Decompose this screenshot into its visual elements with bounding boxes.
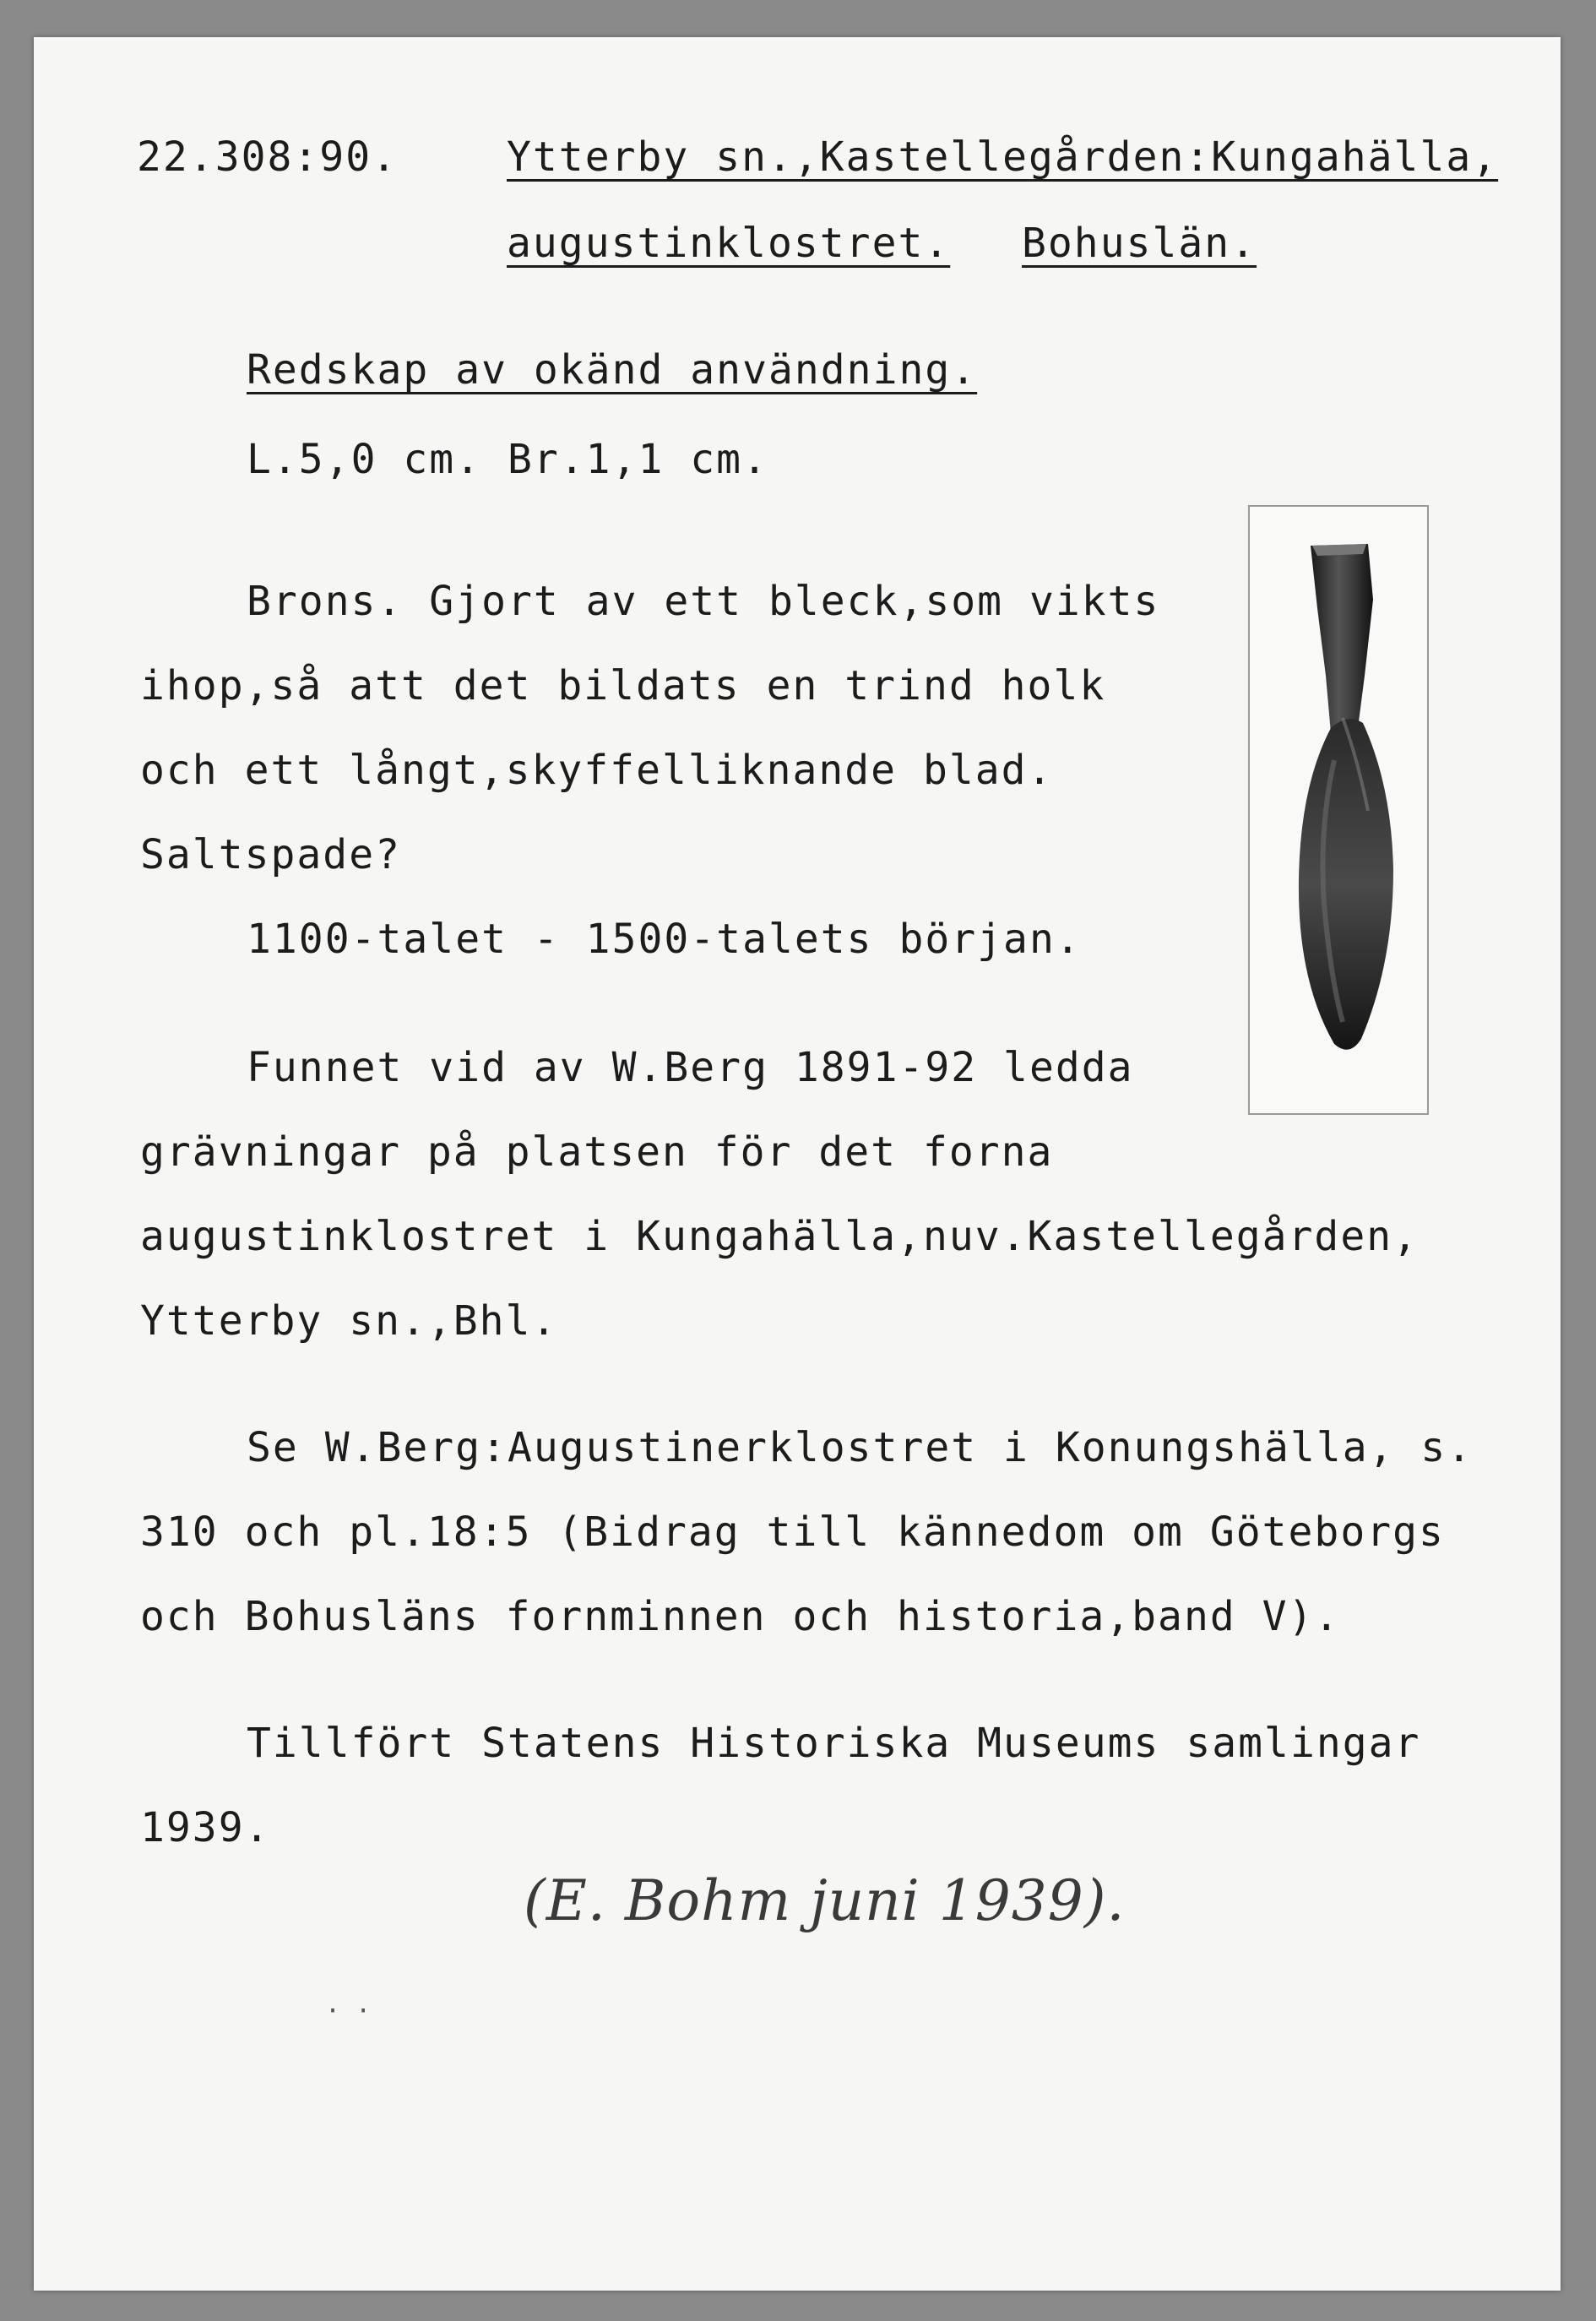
reference-line-3: och Bohusläns fornminnen och historia,band V). bbox=[140, 1593, 1341, 1640]
find-context-line-4: Ytterby sn.,Bhl. bbox=[140, 1297, 558, 1345]
reference-line-1: Se W.Berg:Augustinerklostret i Konungshälla, s. bbox=[247, 1424, 1474, 1471]
accession-line-1: Tillfört Statens Historiska Museums samlingar bbox=[247, 1720, 1421, 1767]
reference-line-2: 310 och pl.18:5 (Bidrag till kännedom om Göteborgs bbox=[140, 1508, 1445, 1556]
object-title: Redskap av okänd användning. bbox=[247, 346, 978, 394]
handwritten-signature: (E. Bohm juni 1939). bbox=[524, 1868, 1126, 1933]
location-line-2b: Bohuslän. bbox=[1022, 220, 1257, 267]
location-line-1: Ytterby sn.,Kastellegården:Kungahälla, bbox=[507, 133, 1499, 181]
accession-line-2: 1939. bbox=[140, 1804, 271, 1851]
bronze-salt-spoon-image bbox=[1250, 507, 1427, 1113]
catalog-number: 22.308:90. bbox=[137, 133, 398, 181]
stray-marks: · · bbox=[325, 1997, 372, 2026]
artifact-photo bbox=[1248, 505, 1429, 1115]
find-context-line-2: grävningar på platsen för det forna bbox=[140, 1128, 1054, 1176]
find-context-line-3: augustinklostret i Kungahälla,nuv.Kastellegården, bbox=[140, 1213, 1420, 1260]
dimensions: L.5,0 cm. Br.1,1 cm. bbox=[247, 436, 768, 483]
description-line-2: ihop,så att det bildats en trind holk bbox=[140, 662, 1106, 709]
find-context-line-1: Funnet vid av W.Berg 1891-92 ledda bbox=[247, 1044, 1134, 1091]
description-line-1: Brons. Gjort av ett bleck,som vikts bbox=[247, 578, 1160, 625]
description-line-4: Saltspade? bbox=[140, 831, 401, 878]
dating: 1100-talet - 1500-talets början. bbox=[247, 916, 1082, 963]
location-line-2a: augustinklostret. bbox=[507, 220, 951, 267]
description-line-3: och ett långt,skyffelliknande blad. bbox=[140, 747, 1054, 794]
catalog-card bbox=[34, 37, 1561, 2291]
